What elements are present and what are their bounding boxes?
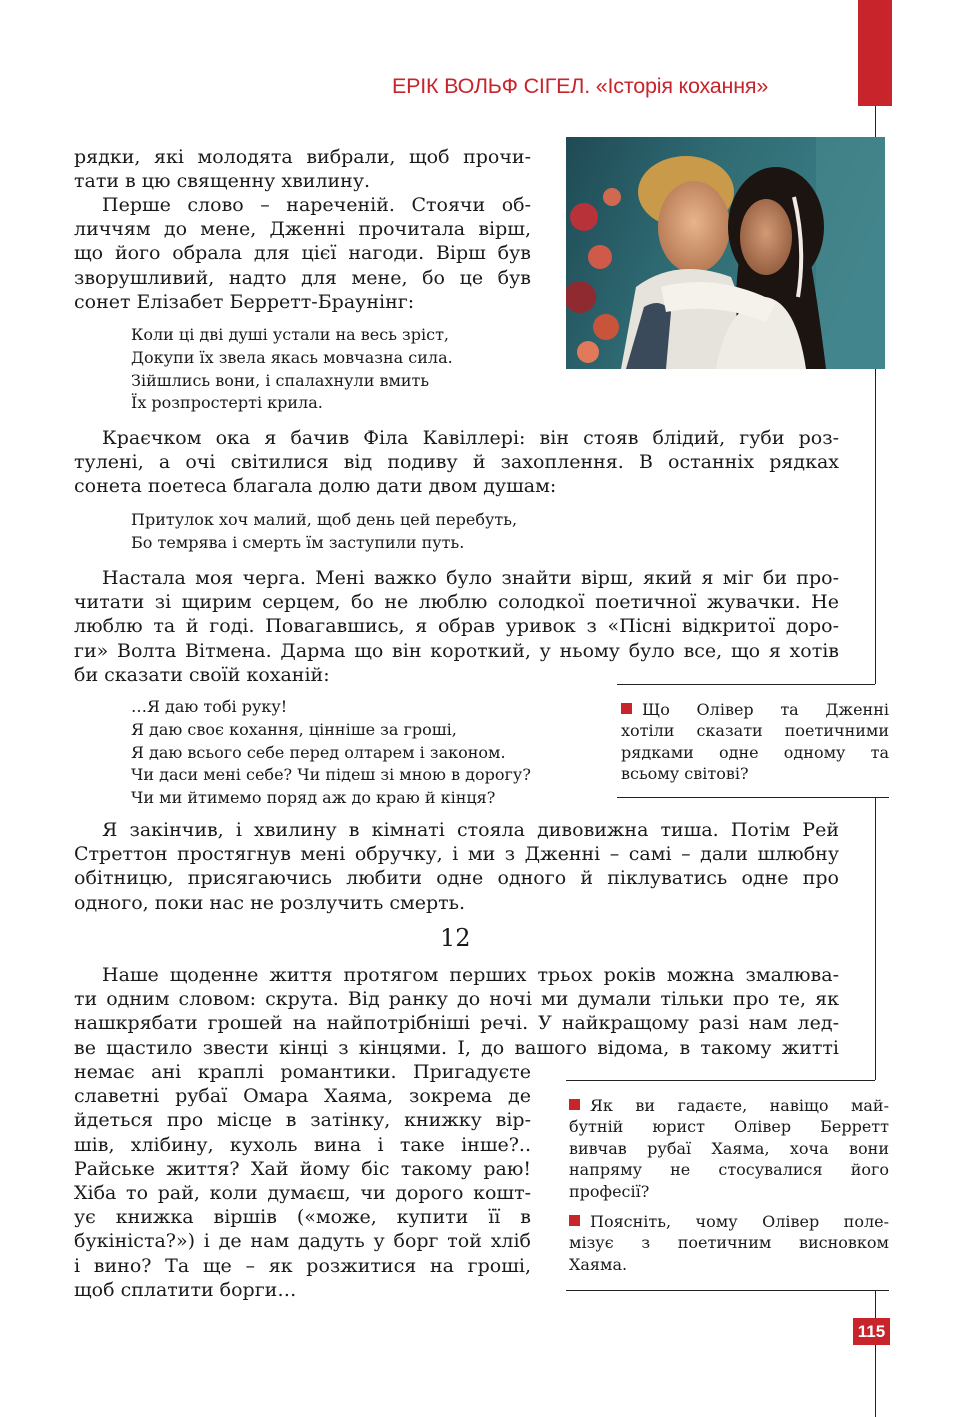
poem-line: Бо темрява і смерть їм заступили путь. xyxy=(131,532,465,552)
question-line: Поясніть, чому Олівер поле- xyxy=(569,1211,889,1232)
poem-line: Притулок хоч малий, щоб день цей перебуть, xyxy=(131,510,518,529)
question-line: Що Олівер та Дженні xyxy=(621,699,889,720)
text-line: рядки, які молодята вибрали, щоб прочи- xyxy=(74,146,531,168)
poem-excerpt-1 xyxy=(131,324,453,415)
bullet-square-icon xyxy=(621,703,632,714)
text-line: немає ані краплі романтики. Пригадуєте xyxy=(74,1061,531,1083)
text-line: одного, поки нас не розлучить смерть. xyxy=(74,891,466,914)
poem-line: …Я даю тобі руку! xyxy=(131,697,288,716)
text-line: Наше щоденне життя протягом перших трьох років можна змалюва- xyxy=(102,964,839,986)
question-line: мізує з поетичним висновком xyxy=(569,1233,889,1253)
paragraph-6 xyxy=(74,1060,531,1302)
text-line: би сказати своїй коханій: xyxy=(74,663,330,686)
text-line: ве щастило звести кінці з кінцями. І, до вашого відома, в такому житті xyxy=(74,1036,839,1059)
question-line: Як ви гадаєте, навіщо май- xyxy=(569,1095,889,1116)
paragraph-3 xyxy=(74,566,839,687)
chapter-number: 12 xyxy=(440,924,471,952)
question-line: професії? xyxy=(569,1181,650,1201)
question-line: рядками одне одному та xyxy=(621,742,889,762)
margin-rule xyxy=(875,797,876,1080)
poem-line: Зійшлись вони, і спалахнули вмить xyxy=(131,370,430,390)
question-line: Хаяма. xyxy=(569,1254,628,1274)
poem-excerpt-2 xyxy=(131,509,517,555)
text-line: ти одним словом: скрута. Від ранку до ночі ми думали тільки про те, як xyxy=(74,988,839,1011)
film-still-image xyxy=(566,137,885,369)
text-line: нашкрябати грошей на найпотрібніші речі. У найкращому разі нам лед- xyxy=(74,1012,839,1035)
sidebar-bottom-rule xyxy=(617,797,889,798)
poem-line: Я даю всього себе перед олтарем і законом. xyxy=(131,742,506,762)
sidebar-bottom-rule xyxy=(566,1290,889,1291)
text-line: ує книжка віршів («може, купити її в xyxy=(74,1206,531,1229)
text-line: Райське життя? Хай йому біс такому раю! xyxy=(74,1157,531,1180)
text-line: щоб сплатити борги… xyxy=(74,1278,297,1301)
text-line: славетні рубаї Омара Хаяма, зокрема де xyxy=(74,1085,531,1108)
paragraph-1 xyxy=(74,193,531,314)
text-line: ги» Волта Вітмена. Дарма що він короткий, у ньому було все, що я хотів xyxy=(74,639,839,662)
text-line: Краєчком ока я бачив Філа Кавіллері: він стояв блідий, губи роз- xyxy=(102,427,839,449)
text-line: що його обрала для цієї нагоди. Вірш був xyxy=(74,242,531,265)
poem-line: Чи ми йтимемо поряд аж до краю й кінця? xyxy=(131,788,496,808)
question-box-1 xyxy=(621,699,889,785)
text-line: обітницю, присягаючись любити одне одного й піклуватись одне про xyxy=(74,867,839,890)
margin-rule xyxy=(875,1290,876,1417)
text-line: личчям до мене, Дженні прочитала вірш, xyxy=(74,218,531,241)
poem-excerpt-3 xyxy=(131,696,531,810)
text-line: Перше слово – нареченій. Стоячи об- xyxy=(102,194,531,216)
text-line: читати зі щирим серцем, бо не люблю солодкої поетичної жувачки. Не xyxy=(74,591,839,614)
text-line: букініста?») і де нам дадуть у борг той хліб xyxy=(74,1230,531,1253)
sidebar-top-rule xyxy=(566,1080,875,1081)
question-line: бутній юрист Олівер Берретт xyxy=(569,1117,889,1137)
question-line: всьому світові? xyxy=(621,764,749,784)
intro-paragraph xyxy=(74,145,531,193)
page-number: 115 xyxy=(853,1318,890,1345)
poem-line: Чи даси мені себе? Чи підеш зі мною в дорогу? xyxy=(131,765,531,785)
text-line: тулені, а очі світилися від подиву й захоплення. В останніх рядках xyxy=(74,451,839,474)
question-box-2 xyxy=(569,1095,889,1202)
poem-line: Коли ці дві душі устали на весь зріст, xyxy=(131,325,450,344)
question-line: вивчав рубаї Хаяма, хоча вони xyxy=(569,1138,889,1158)
text-line: Я закінчив, і хвилину в кімнаті стояла дивовижна тиша. Потім Рей xyxy=(102,819,839,841)
question-line: хотіли сказати поетичними xyxy=(621,721,889,741)
text-line: сонет Елізабет Берретт-Браунінг: xyxy=(74,290,415,313)
text-line: йдеться про місце в затінку, книжку вір- xyxy=(74,1109,531,1132)
text-line: шів, хлібину, кухоль вина і таке інше?.. xyxy=(74,1133,531,1156)
text-line: і вино? Та ще – як розжитися на гроші, xyxy=(74,1254,531,1277)
text-line: зворушливий, надто для мене, бо це був xyxy=(74,266,531,289)
text-line: Настала моя черга. Мені важко було знайти вірш, який я міг би про- xyxy=(102,567,839,589)
paragraph-2 xyxy=(74,426,839,499)
text-line: сонета поетеса благала долю дати двом душам: xyxy=(74,475,557,498)
bullet-square-icon xyxy=(569,1215,580,1226)
paragraph-4 xyxy=(74,818,839,915)
text-line: тати в цю священну хвилину. xyxy=(74,170,371,193)
question-box-3 xyxy=(569,1211,889,1275)
text-line: Хіба то рай, коли думаєш, чи дорого кошт- xyxy=(74,1182,531,1205)
bullet-square-icon xyxy=(569,1099,580,1110)
poem-line: Їх розпростерті крила. xyxy=(131,393,323,413)
paragraph-5 xyxy=(74,963,839,1060)
text-line: люблю та й годі. Повагавшись, я обрав уривок з «Пісні відкритої доро- xyxy=(74,615,839,638)
poem-line: Докупи їх звела якась мовчазна сила. xyxy=(131,347,453,367)
running-header: ЕРІК ВОЛЬФ СІГЕЛ. «Історія кохання» xyxy=(392,74,769,98)
poem-line: Я даю своє кохання, цінніше за гроші, xyxy=(131,719,457,739)
header-accent-bar xyxy=(858,0,892,106)
text-line: Стреттон простягнув мені обручку, і ми з Дженні – самі – дали шлюбну xyxy=(74,843,839,866)
question-line: напряму не стосувалися його xyxy=(569,1160,889,1180)
